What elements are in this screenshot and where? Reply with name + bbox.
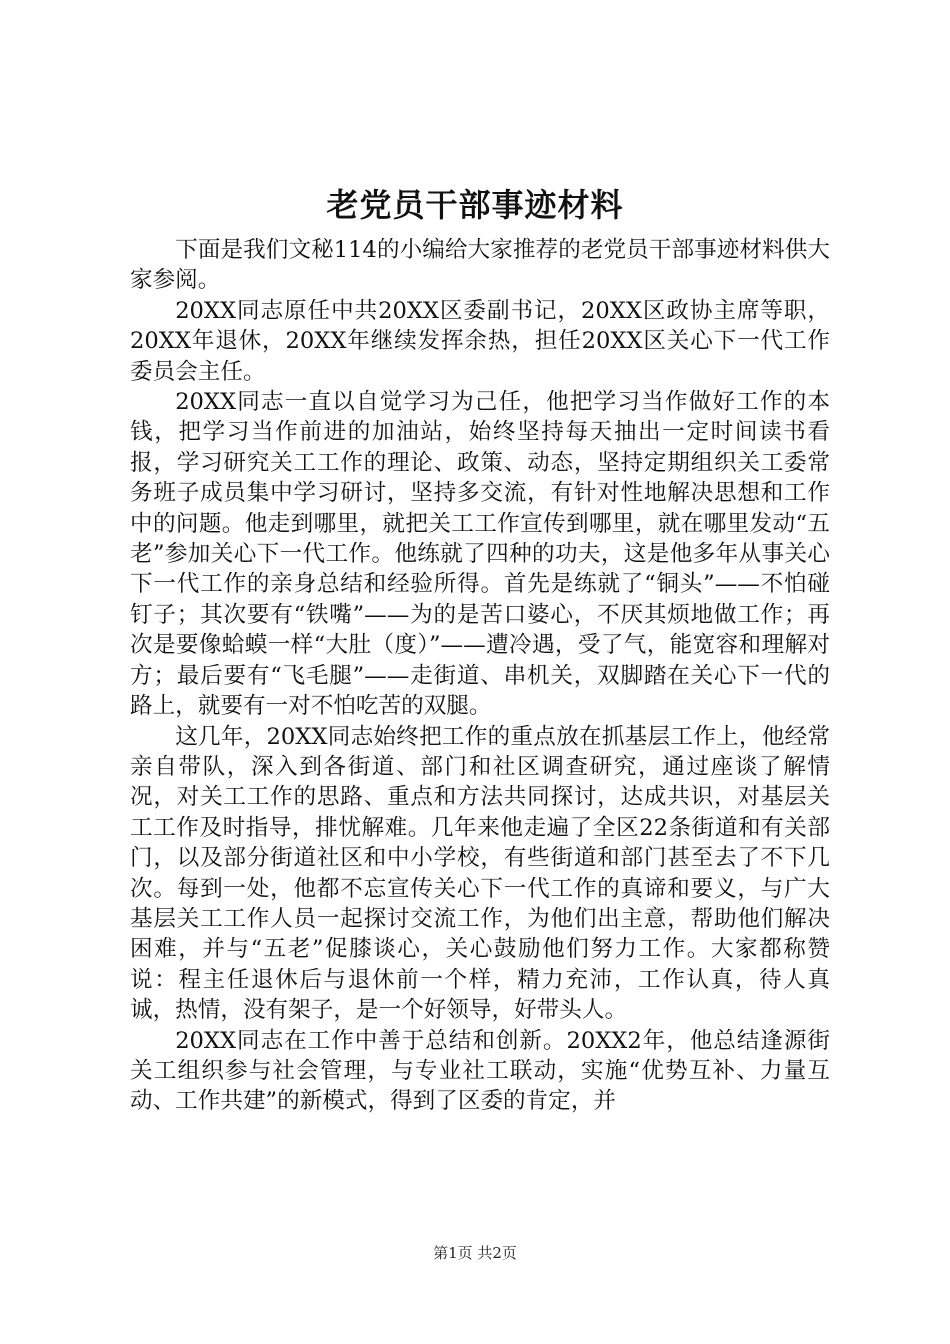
paragraph: 下面是我们文秘114的小编给大家推荐的老党员干部事迹材料供大家参阅。 [130, 237, 830, 294]
document-body [130, 235, 830, 1117]
document-title: 老党员干部事迹材料 [326, 186, 624, 224]
paragraph: 20XX同志原任中共20XX区委副书记，20XX区政协主席等职，20XX年退休，20XX年继续发挥余热，担任20XX区关心下一代工作委员会主任。 [130, 297, 830, 385]
paragraph: 20XX同志一直以自觉学习为己任，他把学习当作做好工作的本钱，把学习当作前进的加油站，始终坚持每天抽出一定时间读书看报，学习研究关工工作的理论、政策、动态，坚持定期组织关工委常务班子成员集中学习研讨，坚持多交流，有针对性地解决思想和工作中的问题。他走到哪里，就把关工工作宣传到哪里，就在哪里发动“五老”参加关心下一代工作。他练就了四种的功夫，这是他多年从事关心下一代工作的亲身总结和经验所得。首先是练就了“铜头”——不怕碰钉子；其次要有“铁嘴”——为的是苦口婆心，不厌其烦地做工作；再次是要像蛤蟆一样“大肚（度）”——遭冷遇，受了气，能宽容和理解对方；最后要有“飞毛腿”——走街道、串机关，双脚踏在关心下一代的路上，就要有一对不怕吃苦的双腿。 [130, 389, 830, 720]
paragraph: 20XX同志在工作中善于总结和创新。20XX2年，他总结逢源街关工组织参与社会管理，与专业社工联动，实施“优势互补、力量互动、工作共建”的新模式，得到了区委的肯定，并 [130, 1027, 830, 1115]
paragraph: 这几年，20XX同志始终把工作的重点放在抓基层工作上，他经常亲自带队，深入到各街道、部门和社区调查研究，通过座谈了解情况，对关工工作的思路、重点和方法共同探讨，达成共识，对基层关工工作及时指导，排忧解难。几年来他走遍了全区22条街道和有关部门，以及部分街道社区和中小学校，有些街道和部门甚至去了不下几次。每到一处，他都不忘宣传关心下一代工作的真谛和要义，与广大基层关工工作人员一起探讨交流工作，为他们出主意，帮助他们解决困难，并与“五老”促膝谈心，关心鼓励他们努力工作。大家都称赞说：程主任退休后与退休前一个样，精力充沛，工作认真，待人真诚，热情，没有架子，是一个好领导，好带头人。 [130, 723, 830, 1024]
page-indicator: 第1页 共2页 [433, 1244, 517, 1262]
